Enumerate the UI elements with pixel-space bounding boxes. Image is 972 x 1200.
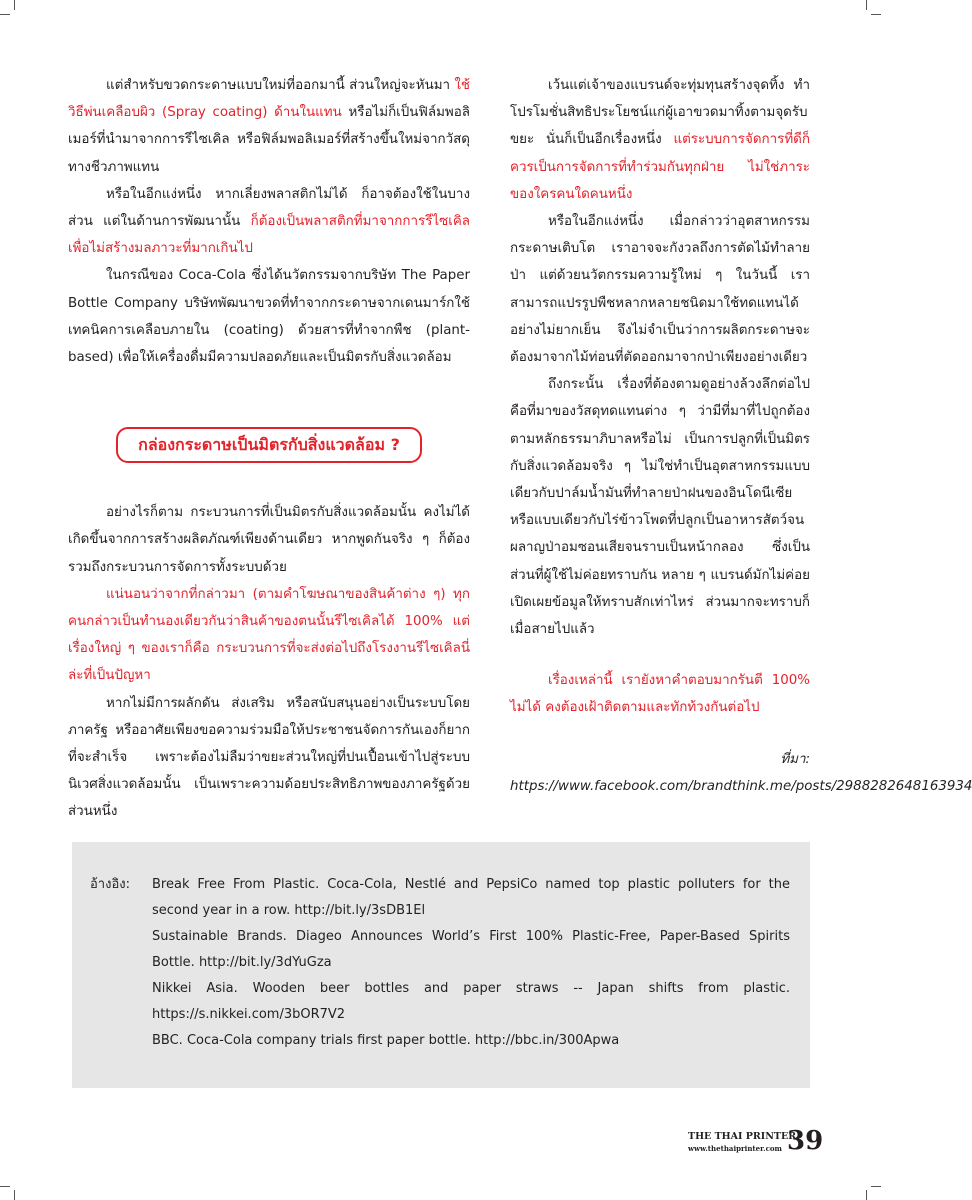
left-column xyxy=(68,72,470,826)
crop-mark-top-right-v xyxy=(866,0,867,10)
highlight-text: แต่ระบบการจัดการที่ดีก็ควรเป็นการจัดการที่ทำร่วมกันทุกฝ่าย ไม่ใช่ภาระของใครคนใดคนหนึ่ง xyxy=(510,132,810,202)
page-number: 39 xyxy=(787,1126,824,1156)
crop-mark-top-left xyxy=(0,14,10,15)
left-paragraph-2 xyxy=(68,181,470,263)
crop-mark-bottom-right-v xyxy=(866,1190,867,1200)
right-paragraph-2: หรือในอีกแง่หนึ่ง เมื่อกล่าวว่าอุตสาหกรรมกระดาษเติบโต เราอาจจะกังวลถึงการตัดไม้ทำลายป่า แต่ด้วยนวัตกรรมความรู้ใหม่ ๆ ในวันนี้ เราสามารถแปรรูปพืชหลากหลายชนิดมาใช้ทดแทนได้อย่างไม่ยากเย็น จึงไม่จำเป็นว่าการผลิตกระดาษจะต้องมาจากไม้ท่อนที่ตัดออกมาจากป่าเพียงอย่างเดียว xyxy=(510,214,810,366)
right-paragraph-3: ถึงกระนั้น เรื่องที่ต้องตามดูอย่างล้วงลึกต่อไป คือที่มาของวัสดุทดแทนต่าง ๆ ว่ามีที่มาที่ไปถูกต้องตามหลักธรรมาภิบาลหรือไม่ เป็นการปลูกที่เป็นมิตรกับสิ่งแวดล้อมจริง ๆ ไม่ใช่ทำเป็นอุตสาหกรรมแบบเดียวกับปาล์มน้ำมันที่ทำลายป่าฝนของอินโดนีเซีย หรือแบบเดียวกับไร่ข้าวโพดที่ปลูกเป็นอาหารสัตว์จนผลาญป่าอมซอนเสียจนราบเป็นหน้ากลอง ซึ่งเป็นส่วนที่ผู้ใช้ไม่ค่อยทราบกัน หลาย ๆ แบรนด์มักไม่ค่อยเปิดเผยข้อมูลให้ทราบสักเท่าไหร่ ส่วนมากจะทราบก็เมื่อสายไปแล้ว xyxy=(510,377,810,638)
reference-item: Sustainable Brands. Diageo Announces World’s First 100% Plastic-Free, Paper-Based Spirits Bottle. http://bit.ly/3dYuGza xyxy=(152,929,790,970)
references-list xyxy=(152,872,790,1054)
right-paragraph-4: เรื่องเหล่านี้ เรายังหาคำตอบมากรันตี 100% ไม่ได้ คงต้องเฝ้าติดตามและทักท้วงกันต่อไป xyxy=(510,673,810,716)
left-paragraph-6: หากไม่มีการผลักดัน ส่งเสริม หรือสนับสนุนอย่างเป็นระบบโดยภาครัฐ หรืออาศัยเพียงขอความร่วมมือให้ประชาชนจัดการกันเองก็ยากที่จะสำเร็จ เพราะต้องไม่ลืมว่าขยะส่วนใหญ่ที่ปนเปื้อนเข้าไปสู่ระบบนิเวศสิ่งแวดล้อมนั้น เป็นเพราะความด้อยประสิทธิภาพของภาครัฐด้วยส่วนหนึ่ง xyxy=(68,695,470,820)
reference-item: Break Free From Plastic. Coca-Cola, Nestlé and PepsiCo named top plastic polluters for the second year in a row. http://bit.ly/3sDB1El xyxy=(152,877,790,918)
left-paragraph-5: แน่นอนว่าจากที่กล่าวมา (ตามคำโฆษณาของสินค้าต่าง ๆ) ทุกคนกล่าวเป็นทำนองเดียวกันว่าสินค้าของตนนั้นรีไซเคิลได้ 100% แต่เรื่องใหญ่ ๆ ของเราก็คือ กระบวนการที่จะส่งต่อไปถึงโรงงานรีไซเคิลนี่ล่ะที่เป็นปัญหา xyxy=(68,586,470,684)
section-heading-wrap xyxy=(68,427,470,463)
footer-url: www.thethaiprinter.com xyxy=(688,1144,782,1153)
crop-mark-bottom-left-v xyxy=(14,1190,15,1200)
left-paragraph-4: อย่างไรก็ตาม กระบวนการที่เป็นมิตรกับสิ่งแวดล้อมนั้น คงไม่ได้เกิดขึ้นจากการสร้างผลิตภัณฑ์เพียงด้านเดียว หากพูดกันจริง ๆ ก็ต้องรวมถึงกระบวนการจัดการทั้งระบบด้วย xyxy=(68,505,470,575)
left-paragraph-1 xyxy=(68,72,470,181)
right-paragraph-1 xyxy=(510,72,810,208)
text-run: หรือในอีกแง่หนึ่ง หากเลี่ยงพลาสติกไม่ได้ ก็อาจต้องใช้ในบางส่วน แต่ในด้านการพัฒนานั้น xyxy=(68,186,470,230)
text-run: แต่สำหรับขวดกระดาษแบบใหม่ที่ออกมานี้ ส่วนใหญ่จะหันมา xyxy=(106,78,455,93)
reference-item: BBC. Coca-Cola company trials first paper bottle. http://bbc.in/300Apwa xyxy=(152,1033,620,1048)
crop-mark-bottom-right xyxy=(871,1186,881,1187)
text-run: หรือไม่ก็เป็นฟิล์มพอลิเมอร์ที่นำมาจากการรีไซเคิล หรือฟิล์มพอลิเมอร์ที่สร้างขึ้นใหม่จากวัสดุทางชีวภาพแทน xyxy=(68,105,470,175)
footer-brand-name: THE THAI PRINTER xyxy=(688,1131,797,1142)
spacer xyxy=(510,643,810,667)
right-column xyxy=(510,72,972,800)
crop-mark-top-left-v xyxy=(14,0,15,10)
footer-brand xyxy=(688,1131,796,1155)
reference-item: Nikkei Asia. Wooden beer bottles and paper straws -- Japan shifts from plastic. https://s.nikkei.com/3bOR7V2 xyxy=(152,981,790,1022)
left-paragraph-3: ในกรณีของ Coca-Cola ซึ่งได้นวัตกรรมจากบริษัท The Paper Bottle Company บริษัทพัฒนาขวดที่ทำจากกระดาษจากเดนมาร์กใช้เทคนิคการเคลือบภายใน (coating) ด้วยสารที่ทำจากพืช (plant-based) เพื่อให้เครื่องดื่มมีความปลอดภัยและเป็นมิตรกับสิ่งแวดล้อม xyxy=(68,268,470,366)
text-run: เว้นแต่เจ้าของแบรนด์จะทุ่มทุนสร้างจุดทิ้ง ทำโปรโมชั่นสิทธิประโยชน์แก่ผู้เอาขวดมาทิ้งตามจุดรับขยะ นั่นก็เป็นอีกเรื่องหนึ่ง xyxy=(510,78,810,148)
source-citation: ที่มา: https://www.facebook.com/brandthink.me/posts/2988282648163934 xyxy=(510,751,972,794)
crop-mark-bottom-left xyxy=(0,1186,10,1187)
references-label: อ้างอิง: xyxy=(90,877,130,892)
references-box xyxy=(72,842,810,1088)
crop-mark-top-right xyxy=(871,14,881,15)
highlight-text: ก็ต้องเป็นพลาสติกที่มาจากการรีไซเคิลเพื่อไม่สร้างมลภาวะที่มากเกินไป xyxy=(68,214,470,257)
section-heading: กล่องกระดาษเป็นมิตรกับสิ่งแวดล้อม ? xyxy=(116,427,422,463)
highlight-text: ใช้วิธีพ่นเคลือบผิว (Spray coating) ด้านในแทน xyxy=(68,78,470,121)
spacer xyxy=(510,722,810,746)
